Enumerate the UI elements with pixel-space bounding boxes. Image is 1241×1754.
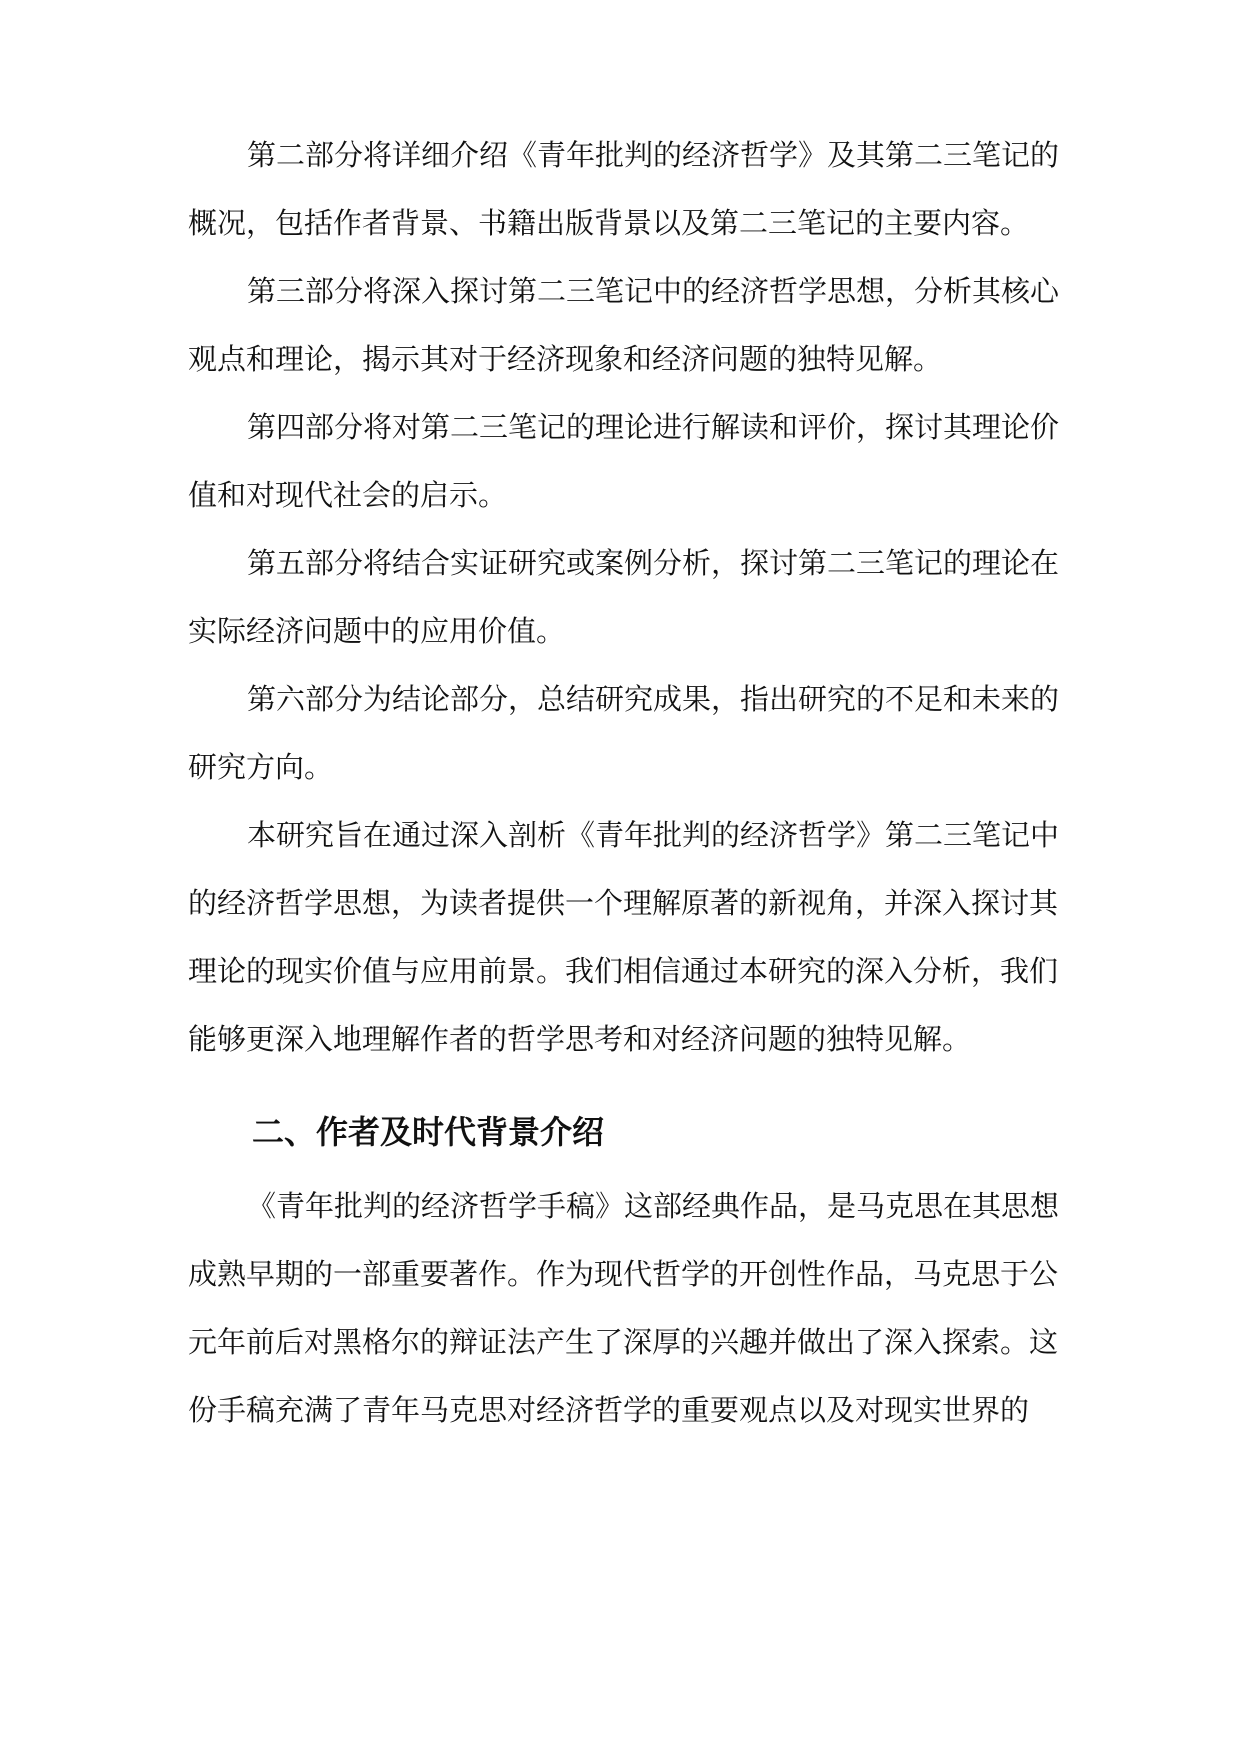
- paragraph-1-line-2: 概况，包括作者背景、书籍出版背景以及第二三笔记的主要内容。: [188, 206, 1030, 240]
- paragraph-4-line-2: 实际经济问题中的应用价值。: [188, 614, 566, 648]
- section-paragraph-line-1: 《青年批判的经济哲学手稿》这部经典作品，是马克思在其思想: [247, 1189, 1060, 1223]
- paragraph-6-line-3: 理论的现实价值与应用前景。我们相信通过本研究的深入分析，我们: [188, 954, 1059, 988]
- section-paragraph-line-2: 成熟早期的一部重要著作。作为现代哲学的开创性作品，马克思于公: [188, 1257, 1059, 1291]
- paragraph-6-line-2: 的经济哲学思想，为读者提供一个理解原著的新视角，并深入探讨其: [188, 886, 1059, 920]
- paragraph-3-line-1: 第四部分将对第二三笔记的理论进行解读和评价，探讨其理论价: [247, 410, 1060, 444]
- paragraph-6-line-1: 本研究旨在通过深入剖析《青年批判的经济哲学》第二三笔记中: [247, 818, 1060, 852]
- paragraph-1-line-1: 第二部分将详细介绍《青年批判的经济哲学》及其第二三笔记的: [247, 138, 1060, 172]
- section-heading: 二、作者及时代背景介绍: [252, 1113, 605, 1151]
- paragraph-2-line-1: 第三部分将深入探讨第二三笔记中的经济哲学思想，分析其核心: [247, 274, 1060, 308]
- paragraph-2-line-2: 观点和理论，揭示其对于经济现象和经济问题的独特见解。: [188, 342, 943, 376]
- paragraph-5-line-1: 第六部分为结论部分，总结研究成果，指出研究的不足和未来的: [247, 682, 1060, 716]
- section-paragraph-line-3: 元年前后对黑格尔的辩证法产生了深厚的兴趣并做出了深入探索。这: [188, 1325, 1059, 1359]
- paragraph-3-line-2: 值和对现代社会的启示。: [188, 478, 508, 512]
- paragraph-4-line-1: 第五部分将结合实证研究或案例分析，探讨第二三笔记的理论在: [247, 546, 1060, 580]
- section-paragraph-line-4: 份手稿充满了青年马克思对经济哲学的重要观点以及对现实世界的: [188, 1393, 1030, 1427]
- paragraph-5-line-2: 研究方向。: [188, 750, 334, 784]
- paragraph-6-line-4: 能够更深入地理解作者的哲学思考和对经济问题的独特见解。: [188, 1022, 972, 1056]
